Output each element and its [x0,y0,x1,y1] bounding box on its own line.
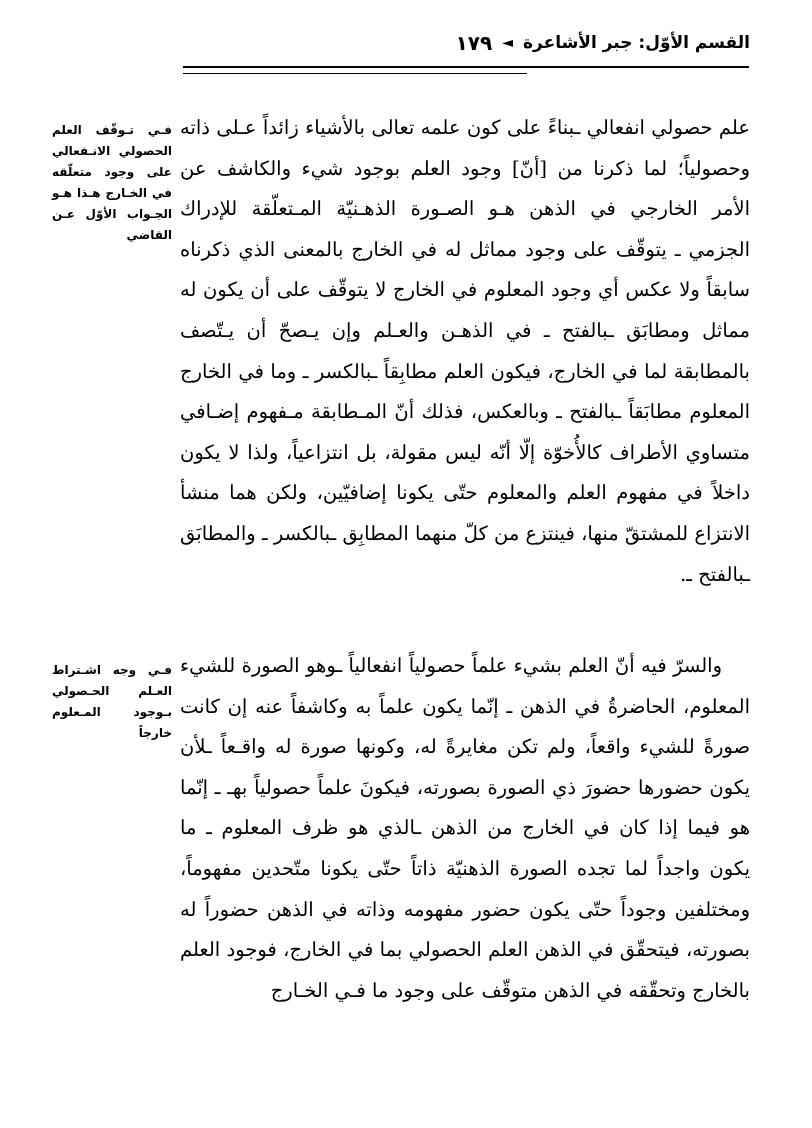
margin-note-1: فـي تـوقّف العلم الحصولي الانـفعالي على وجود متعلّقه في الخـارج هـذا هـو الجـواب الأوّل عـن القاضي [52,123,172,242]
page-number: ١٧٩ [455,31,493,55]
running-header [180,28,750,58]
section-title: القسم الأوّل: جبر الأشاعرة [522,33,750,53]
paragraph-2: والسرّ فيه أنّ العلم بشيء علماً حصولياً انفعالياً ـوهو الصورة للشيء المعلوم، الحاضرةُ في الذهن ـ إنّما يكون علماً به وكاشفاً عنه إن كانت صورةً للشيء واقعاً، ولم تكن مغايرةً له، وكونها صورة له واقـعاً ـلأن يكون حضورها حضورَ ذي الصورة بصورته، فيكونَ علماً حصولياً بهـ ـ إنّما هو فيما إذا كان في الخارج من الذهن ـالذي هو ظرف المعلوم ـ ما يكون واجداً لما تجده الصورة الذهنيّة ذاتاً حتّى يكونا متّحدين مفهوماً، ومختلفين وجوداً حتّى يكون حضور مفهومه وذاته في الذهن حضوراً له بصورته، فيتحقّق في الذهن العلم الحصولي بما في الخارج، فوجود العلم بالخارج وتحقّقه في الذهن متوقّف على وجود ما فـي الخـارج [180,654,750,1002]
margin-note-2: فـي وجه اشـتراط العـلم الحـصولي بـوجود المـعلوم خارجاً [52,663,172,740]
header-rule [183,66,749,68]
header-rule-thin [183,73,527,74]
paragraph-1: علم حصولي انفعالي ـبناءً على كون علمه تعالى بالأشياء زائداً عـلى ذاته وحصولياً؛ لما ذكرنا من [أنّ] وجود العلم بوجود شيء والكاشف عن الأمر الخارجي في الذهن هـو الصـورة الذهـنيّة المـتعلّقة للإدراك الجزمي ـ يتوقّف على وجود مماثل له في الخارج بالمعنى الذي ذكرناه سابقاً ولا عكس أي وجود المعلوم في الخارج لا يتوقّف على أن يكون له مماثل ومطابَق ـبالفتح ـ في الذهـن والعـلم وإن يـصحّ أن يـتّصف بالمطابقة لما في الخارج، فيكون العلم مطابِقاً ـبالكسر ـ وما في الخارج المعلوم مطابَقاً ـبالفتح ـ وبالعكس، فذلك أنّ المـطابقة مـفهوم إضـافي متساوي الأطراف كالأُخوّة إلّا أنّه ليس مقولة، بل انتزاعياً، ولذا لا يكون داخلاً في مفهوم العلم والمعلوم حتّى يكونا إضافيّين، ولكن هما منشأ الانتزاع للمشتقّ منها، فينتزع من كلّ منهما المطابِق ـبالكسر ـ والمطابَق ـبالفتح ـ. [180,116,750,586]
arrow-left-icon: ◄ [502,35,513,51]
